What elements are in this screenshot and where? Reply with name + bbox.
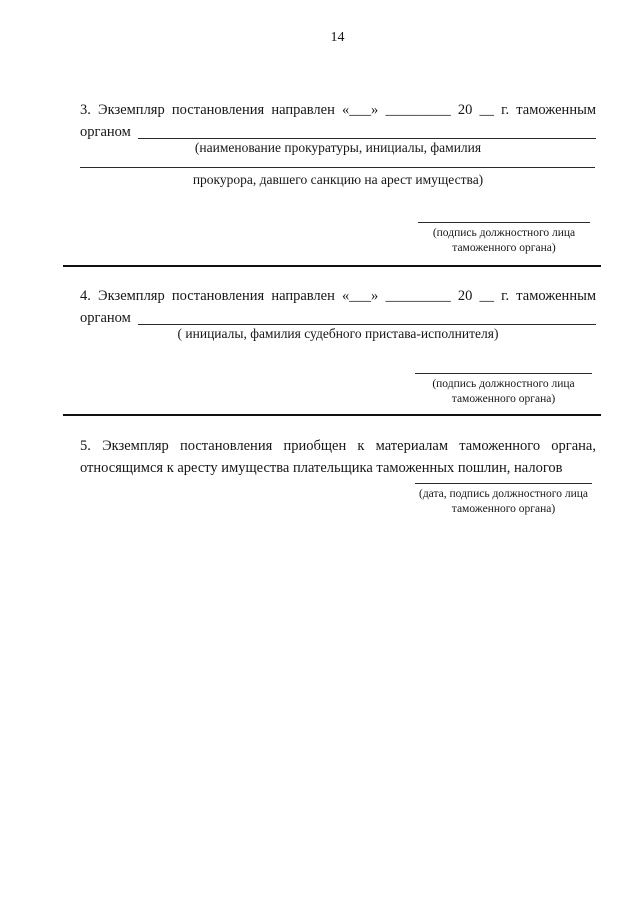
signature-caption: таможенного органа) xyxy=(451,503,556,515)
section-divider xyxy=(63,414,601,416)
section-3-signature-block xyxy=(418,222,590,256)
section-4-organ-field xyxy=(80,308,596,328)
page-number: 14 xyxy=(330,30,345,45)
section-3-caption-1: (наименование прокуратуры, инициалы, фамилия xyxy=(194,140,482,155)
section-3-line-1: 3. Экземпляр постановления направлен «___» _________ 20 __ г. таможенным xyxy=(80,102,596,118)
signature-caption: таможенного органа) xyxy=(452,242,556,254)
signature-caption: (подпись должностного лица xyxy=(432,378,575,390)
section-5-signature-block xyxy=(415,483,592,517)
blank-underline xyxy=(138,137,596,139)
section-5-line-1: 5. Экземпляр постановления приобщен к материалам таможенного органа, xyxy=(80,438,596,454)
signature-caption: (подпись должностного лица xyxy=(432,227,576,239)
signature-caption: таможенного органа) xyxy=(451,393,556,405)
section-5-line-2: относящимся к аресту имущества плательщика таможенных пошлин, налогов xyxy=(80,460,563,476)
section-4-line-1: 4. Экземпляр постановления направлен «___» _________ 20 __ г. таможенным xyxy=(80,288,596,304)
organ-label: органом xyxy=(80,124,131,140)
blank-underline xyxy=(80,167,595,168)
blank-underline xyxy=(138,323,596,325)
signature-caption: (дата, подпись должностного лица xyxy=(418,488,589,500)
section-4-caption-1: ( инициалы, фамилия судебного пристава-исполнителя) xyxy=(177,326,499,341)
section-divider xyxy=(63,265,601,267)
organ-label: органом xyxy=(80,310,131,326)
section-3-organ-field xyxy=(80,122,596,142)
section-3-caption-2: прокурора, давшего санкцию на арест имущества) xyxy=(192,172,484,187)
section-4-signature-block xyxy=(415,373,592,407)
